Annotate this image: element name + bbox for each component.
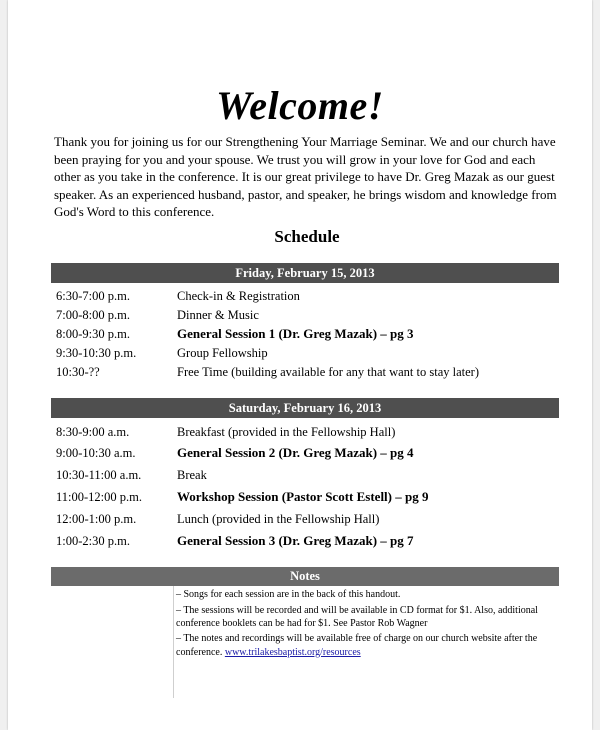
notes-body — [176, 588, 561, 661]
intro-paragraph: Thank you for joining us for our Strengthening Your Marriage Seminar. We and our church have been praying for you and your spouse. We trust you will grow in your love for God and each other as you take in the conference. It is our great privilege to have Dr. Greg Mazak as our guest speaker. As an experienced husband, pastor, and speaker, he brings wisdom and knowledge from God's Word to this conference. — [54, 134, 557, 220]
schedule-activity: General Session 1 (Dr. Greg Mazak) – pg 3 — [177, 326, 414, 341]
schedule-time: 1:00-2:30 p.m. — [56, 534, 130, 548]
schedule-time: 11:00-12:00 p.m. — [56, 490, 142, 504]
schedule-activity: General Session 3 (Dr. Greg Mazak) – pg 7 — [177, 533, 414, 548]
schedule-time: 9:00-10:30 a.m. — [56, 446, 136, 460]
schedule-activity: Breakfast (provided in the Fellowship Hall) — [177, 425, 396, 439]
schedule-activity: Workshop Session (Pastor Scott Estell) – pg 9 — [177, 489, 429, 504]
friday-row — [0, 362, 600, 382]
saturday-row — [0, 443, 600, 463]
saturday-row — [0, 509, 600, 529]
schedule-time: 7:00-8:00 p.m. — [56, 308, 130, 322]
schedule-time: 9:30-10:30 p.m. — [56, 346, 137, 360]
schedule-time: 10:30-?? — [56, 365, 100, 379]
saturday-row — [0, 422, 600, 442]
notes-divider — [173, 586, 174, 698]
schedule-time: 12:00-1:00 p.m. — [56, 512, 137, 526]
schedule-time: 8:30-9:00 a.m. — [56, 425, 130, 439]
note-text: – The notes and recordings will be available free of charge on our church website after the conference. — [176, 633, 538, 658]
note-item — [176, 632, 561, 658]
note-item: – The sessions will be recorded and will be available in CD format for $1. Also, additional conference booklets can be had for $1. See Pastor Rob Wagner — [176, 604, 538, 629]
notes-box — [51, 586, 559, 698]
notes-header-bar: Notes — [51, 567, 559, 586]
schedule-activity: Break — [177, 468, 207, 482]
saturday-row — [0, 487, 600, 507]
saturday-header-bar: Saturday, February 16, 2013 — [51, 398, 559, 418]
schedule-time: 10:30-11:00 a.m. — [56, 468, 142, 482]
resources-link[interactable]: www.trilakesbaptist.org/resources — [224, 646, 361, 658]
schedule-activity: Check-in & Registration — [177, 289, 300, 303]
friday-row — [0, 324, 600, 344]
schedule-activity: General Session 2 (Dr. Greg Mazak) – pg 4 — [177, 445, 414, 460]
friday-header-bar: Friday, February 15, 2013 — [51, 263, 559, 283]
schedule-time: 8:00-9:30 p.m. — [56, 327, 130, 341]
schedule-activity: Group Fellowship — [177, 346, 268, 360]
schedule-activity: Dinner & Music — [177, 308, 259, 322]
friday-row — [0, 286, 600, 306]
friday-row — [0, 343, 600, 363]
schedule-time: 6:30-7:00 p.m. — [56, 289, 130, 303]
friday-row — [0, 305, 600, 325]
schedule-activity: Free Time (building available for any that want to stay later) — [177, 365, 480, 379]
saturday-row — [0, 465, 600, 485]
page-title: Welcome! — [216, 83, 384, 128]
schedule-activity: Lunch (provided in the Fellowship Hall) — [177, 512, 380, 526]
schedule-heading: Schedule — [274, 227, 340, 246]
saturday-row — [0, 531, 600, 551]
note-item: – Songs for each session are in the back of this handout. — [176, 589, 401, 600]
